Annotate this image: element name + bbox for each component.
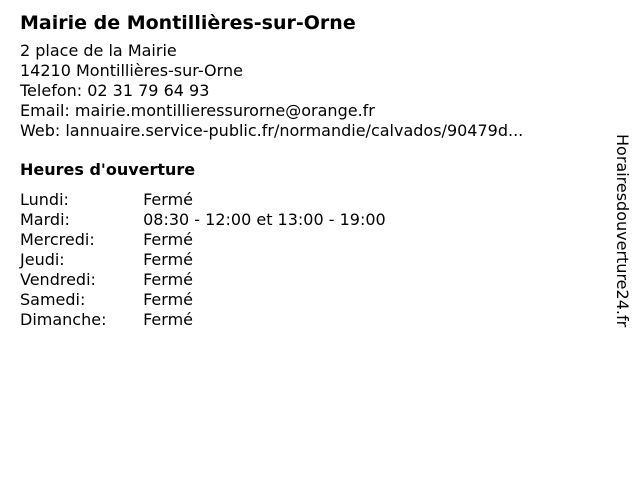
- day-label: Lundi:: [20, 190, 69, 209]
- opening-hours-title: Heures d'ouverture: [20, 160, 196, 179]
- day-label: Vendredi:: [20, 270, 96, 289]
- hours-row-mardi: [20, 210, 600, 230]
- hours-row-dimanche: [20, 310, 600, 330]
- day-label: Samedi:: [20, 290, 86, 309]
- address-line-2: 14210 Montillières-sur-Orne: [20, 61, 243, 80]
- hours-row-jeudi: [20, 250, 600, 270]
- opening-hours-list: [20, 190, 600, 330]
- day-label: Mardi:: [20, 210, 70, 229]
- day-label: Mercredi:: [20, 230, 95, 249]
- address-line-1: 2 place de la Mairie: [20, 41, 177, 60]
- hours-row-samedi: [20, 290, 600, 310]
- day-label: Jeudi:: [20, 250, 65, 269]
- hours-row-vendredi: [20, 270, 600, 290]
- hours-value: Fermé: [143, 270, 193, 289]
- hours-value: 08:30 - 12:00 et 13:00 - 19:00: [143, 210, 386, 229]
- hours-value: Fermé: [143, 190, 193, 209]
- site-watermark: Horairesdouverture24.fr: [613, 134, 632, 328]
- hours-row-lundi: [20, 190, 600, 210]
- day-label: Dimanche:: [20, 310, 107, 329]
- listing-card: [20, 10, 600, 330]
- hours-value: Fermé: [143, 290, 193, 309]
- hours-row-mercredi: [20, 230, 600, 250]
- phone-line: Telefon: 02 31 79 64 93: [20, 81, 210, 100]
- hours-value: Fermé: [143, 230, 193, 249]
- hours-value: Fermé: [143, 310, 193, 329]
- hours-value: Fermé: [143, 250, 193, 269]
- web-line: Web: lannuaire.service-public.fr/normandie/calvados/90479d...: [20, 121, 524, 140]
- page-title: Mairie de Montillières-sur-Orne: [20, 12, 356, 34]
- email-line: Email: mairie.montillieressurorne@orange.fr: [20, 101, 375, 120]
